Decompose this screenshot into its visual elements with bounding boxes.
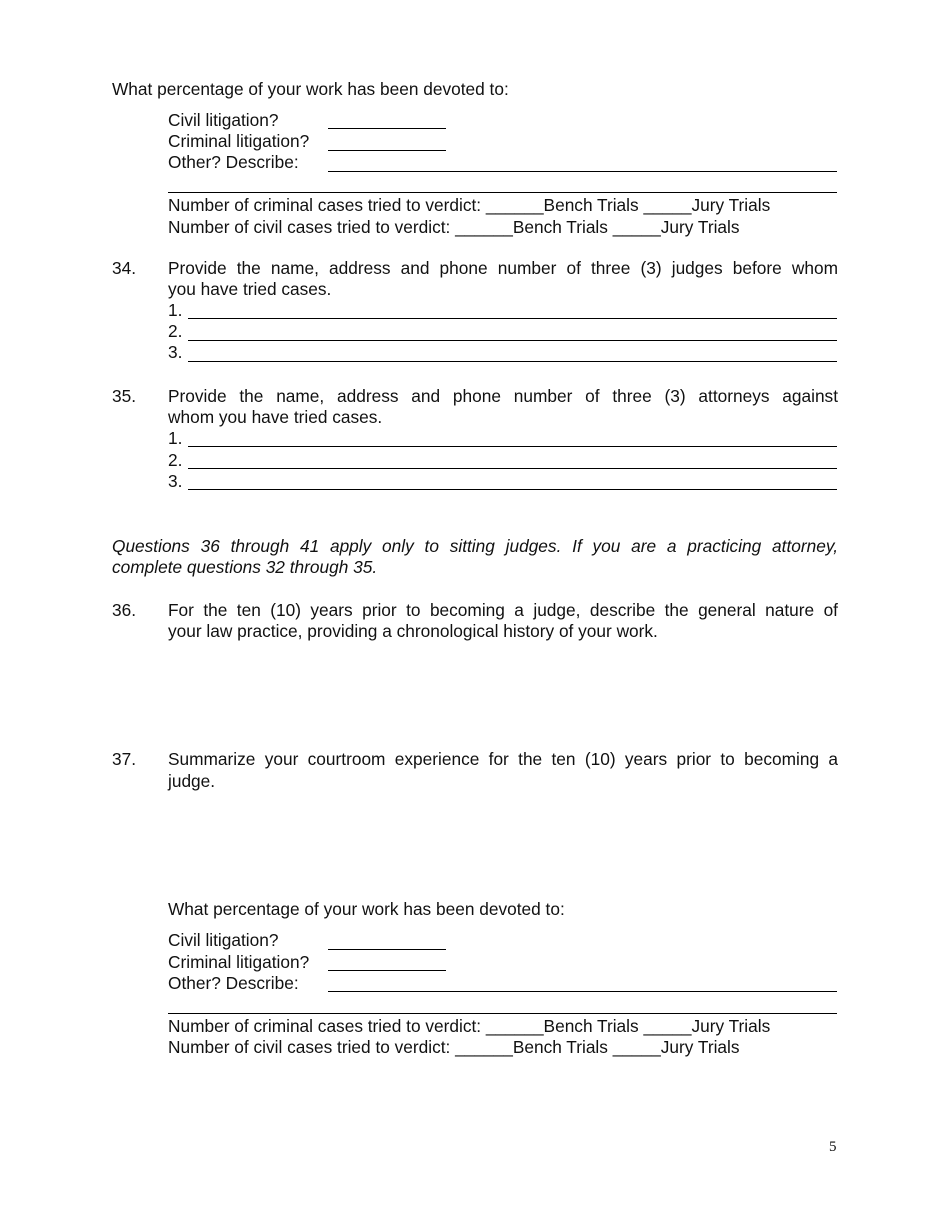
q36-text-line1: For the ten (10) years prior to becoming a judge, describe the general nature of — [168, 600, 838, 620]
q35-item-number: 2. — [168, 450, 183, 470]
q35-answer-field-1[interactable] — [188, 446, 837, 447]
judges-note-line1: Questions 36 through 41 apply only to sitting judges. If you are a practicing attorney, — [112, 536, 838, 556]
section1-heading: What percentage of your work has been devoted to: — [112, 79, 509, 99]
q37-text-line2: judge. — [168, 771, 216, 791]
criminal-litigation-label-2: Criminal litigation? — [168, 952, 310, 972]
civil-cases-line: Number of civil cases tried to verdict: ______Bench Trials _____Jury Trials — [168, 217, 740, 237]
q34-text-line1: Provide the name, address and phone number of three (3) judges before whom — [168, 258, 838, 278]
q34-text-line2: you have tried cases. — [168, 279, 332, 299]
other-describe-field-continued[interactable] — [168, 192, 837, 193]
judges-note-line2: complete questions 32 through 35. — [112, 557, 378, 577]
q35-item-number: 1. — [168, 428, 183, 448]
civil-litigation-label-2: Civil litigation? — [168, 930, 279, 950]
q34-number: 34. — [112, 258, 137, 278]
civil-litigation-label: Civil litigation? — [168, 110, 279, 130]
other-describe-field[interactable] — [328, 171, 837, 172]
q35-number: 35. — [112, 386, 137, 406]
criminal-cases-line: Number of criminal cases tried to verdict: ______Bench Trials _____Jury Trials — [168, 195, 771, 215]
q34-answer-field-1[interactable] — [188, 318, 837, 319]
q35-answer-field-2[interactable] — [188, 468, 837, 469]
other-describe-field-2-continued[interactable] — [168, 1013, 837, 1014]
q35-item-number: 3. — [168, 471, 183, 491]
q34-item-number: 2. — [168, 321, 183, 341]
criminal-cases-line-2: Number of criminal cases tried to verdict: ______Bench Trials _____Jury Trials — [168, 1016, 771, 1036]
q36-text-line2: your law practice, providing a chronological history of your work. — [168, 621, 658, 641]
other-describe-field-2[interactable] — [328, 991, 837, 992]
criminal-litigation-label: Criminal litigation? — [168, 131, 310, 151]
civil-litigation-field-2[interactable] — [328, 949, 446, 950]
civil-cases-line-2: Number of civil cases tried to verdict: ______Bench Trials _____Jury Trials — [168, 1037, 740, 1057]
civil-litigation-field[interactable] — [328, 128, 446, 129]
page-number: 5 — [829, 1139, 837, 1155]
q34-item-number: 3. — [168, 342, 183, 362]
q34-item-number: 1. — [168, 300, 183, 320]
other-describe-label: Other? Describe: — [168, 152, 299, 172]
q35-text-line2: whom you have tried cases. — [168, 407, 383, 427]
q37-text-line1: Summarize your courtroom experience for the ten (10) years prior to becoming a — [168, 749, 838, 769]
section2-heading: What percentage of your work has been devoted to: — [168, 899, 565, 919]
q35-text-line1: Provide the name, address and phone number of three (3) attorneys against — [168, 386, 838, 406]
criminal-litigation-field[interactable] — [328, 150, 446, 151]
q36-number: 36. — [112, 600, 137, 620]
criminal-litigation-field-2[interactable] — [328, 970, 446, 971]
other-describe-label-2: Other? Describe: — [168, 973, 299, 993]
q34-answer-field-3[interactable] — [188, 361, 837, 362]
q35-answer-field-3[interactable] — [188, 489, 837, 490]
q37-number: 37. — [112, 749, 137, 769]
q34-answer-field-2[interactable] — [188, 340, 837, 341]
